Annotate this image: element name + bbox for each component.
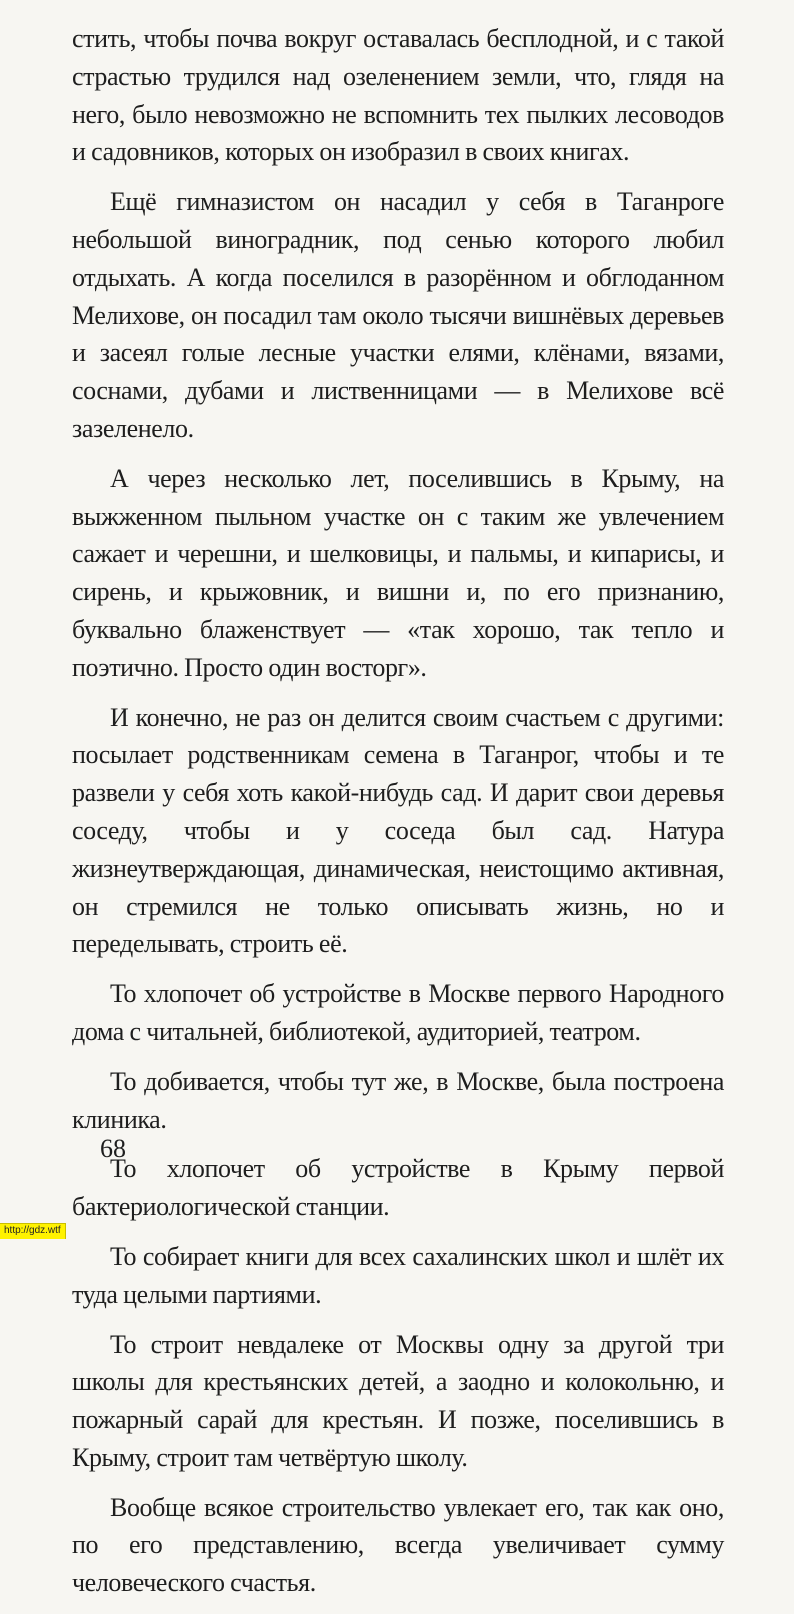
paragraph-3: А через несколько лет, поселившись в Крыму, на выжженном пыльном участке он с таким же увлечением сажает и черешни, и шелковицы, и пальмы, и кипарисы, и сирень, и крыжовник, и вишни и, по его признанию, буквально блаженствует — «так хорошо, так тепло и поэтично. Просто один восторг». <box>72 463 724 682</box>
paragraph-9: То строит невдалеке от Москвы одну за другой три школы для крестьянских детей, а заодно и колокольню, и пожарный сарай для крестьян. И позже, поселившись в Крыму, строит там четвёртую школу. <box>72 1329 724 1472</box>
paragraph-8: То собирает книги для всех сахалинских школ и шлёт их туда целыми партиями. <box>72 1241 724 1309</box>
paragraph-4: И конечно, не раз он делится своим счастьем с другими: посылает родственникам семена в Таганрог, чтобы и те развели у себя хоть какой-нибудь сад. И дарит свои деревья соседу, чтобы и у соседа был сад. Натура жизнеутверждающая, динамическая, неистощимо активная, он стремился не только описывать жизнь, но и переделывать, строить её. <box>72 702 724 959</box>
page-text <box>72 20 724 1614</box>
paragraph-10: Вообще всякое строительство увлекает его, так как оно, по его представлению, всегда увеличивает сумму человеческого счастья. <box>72 1492 724 1598</box>
paragraph-1: стить, чтобы почва вокруг оставалась бесплодной, и с такой страстью трудился над озеленением земли, что, глядя на него, было невозможно не вспомнить тех пылких лесоводов и садовников, которых он изобразил в своих книгах. <box>72 24 724 167</box>
watermark-link[interactable]: http://gdz.wtf <box>0 1223 66 1239</box>
paragraph-7: То хлопочет об устройстве в Крыму первой бактериологической станции. <box>72 1154 724 1222</box>
paragraph-6: То добивается, чтобы тут же, в Москве, была построена клиника. <box>72 1066 724 1134</box>
page-number: 68 <box>100 1134 126 1163</box>
paragraph-5: То хлопочет об устройстве в Москве первого Народного дома с читальней, библиотекой, аудиторией, театром. <box>72 979 724 1046</box>
paragraph-2: Ещё гимназистом он насадил у себя в Таганроге небольшой виноградник, под сенью которого любил отдыхать. А когда поселился в разорённом и обглоданном Мелихове, он посадил там около тысячи вишнёвых деревьев и засеял голые лесные участки елями, клёнами, вязами, соснами, дубами и лиственницами — в Мелихове всё зазеленело. <box>72 187 724 443</box>
